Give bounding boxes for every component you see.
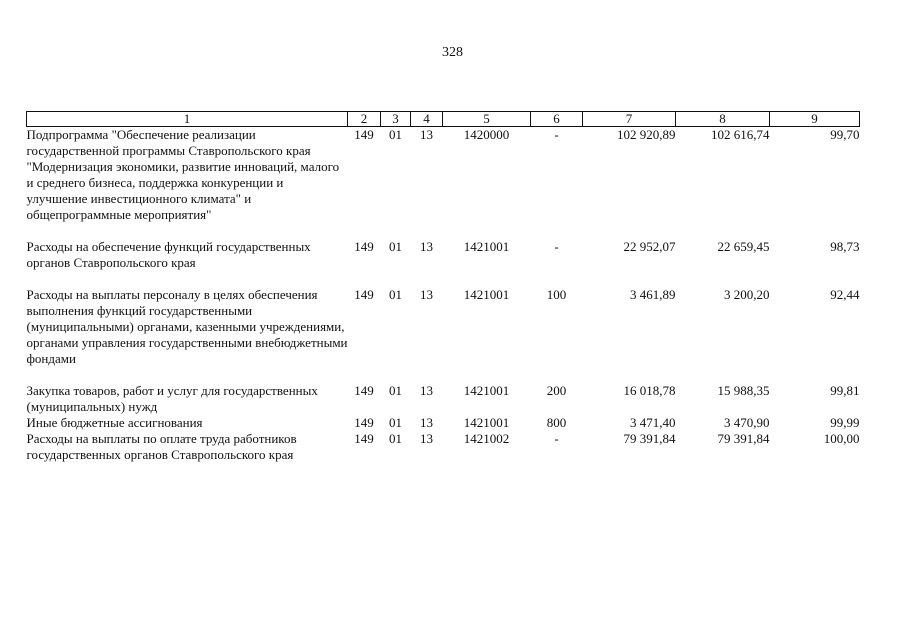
row-name: Расходы на обеспечение функций государственных органов Ставропольского края [26, 239, 311, 270]
header-row [27, 112, 860, 127]
table-row [27, 415, 860, 431]
row-plan: 79 391,84 [623, 431, 676, 446]
row-rz: 01 [389, 239, 402, 254]
row-ved: 149 [354, 415, 374, 430]
row-csr: 1420000 [463, 127, 510, 142]
row-plan: 3 461,89 [630, 287, 676, 302]
table-row [27, 287, 860, 367]
row-name: Иные бюджетные ассигнования [26, 415, 203, 430]
row-rz: 01 [389, 415, 402, 430]
row-percent: 92,44 [830, 287, 860, 302]
row-plan: 16 018,78 [623, 383, 676, 398]
row-pr: 13 [420, 415, 433, 430]
row-rz: 01 [389, 383, 402, 398]
table-row [27, 127, 860, 224]
row-csr: 1421001 [463, 415, 510, 430]
row-percent: 100,00 [823, 431, 860, 446]
row-rz: 01 [389, 127, 402, 142]
row-name: Расходы на выплаты по оплате труда работников государственных органов Ставропольского края [26, 431, 297, 462]
row-percent: 99,81 [830, 383, 860, 398]
row-csr: 1421001 [463, 383, 510, 398]
row-fact: 79 391,84 [717, 431, 770, 446]
row-name: Закупка товаров, работ и услуг для государственных (муниципальных) нужд [26, 383, 318, 414]
row-fact: 3 470,90 [724, 415, 770, 430]
col-header-8: 8 [676, 112, 770, 127]
row-percent: 98,73 [830, 239, 860, 254]
row-vr: - [554, 127, 559, 142]
row-pr: 13 [420, 127, 433, 142]
col-header-4: 4 [411, 112, 443, 127]
row-ved: 149 [354, 287, 374, 302]
row-csr: 1421002 [463, 431, 510, 446]
row-spacer [27, 271, 860, 287]
row-name: Подпрограмма "Обеспечение реализации государственной программы Ставропольского края "Модернизация экономики, развитие инноваций, малого и среднего бизнеса, поддержка конкуренции и улучшение инвестиционного климата" и общепрограммные мероприятия" [26, 127, 340, 222]
row-csr: 1421001 [463, 239, 510, 254]
row-spacer [27, 223, 860, 239]
row-pr: 13 [420, 383, 433, 398]
row-ved: 149 [354, 127, 374, 142]
row-ved: 149 [354, 431, 374, 446]
row-vr: 100 [546, 287, 567, 302]
col-header-6: 6 [531, 112, 583, 127]
row-spacer [27, 367, 860, 383]
table-row [27, 239, 860, 271]
col-header-2: 2 [348, 112, 381, 127]
row-csr: 1421001 [463, 287, 510, 302]
row-fact: 15 988,35 [717, 383, 770, 398]
row-rz: 01 [389, 431, 402, 446]
col-header-7: 7 [583, 112, 676, 127]
row-rz: 01 [389, 287, 402, 302]
row-plan: 3 471,40 [630, 415, 676, 430]
row-plan: 102 920,89 [617, 127, 676, 142]
col-header-5: 5 [443, 112, 531, 127]
page-number: 328 [442, 45, 463, 60]
row-vr: 800 [546, 415, 567, 430]
row-ved: 149 [354, 239, 374, 254]
table-row [27, 383, 860, 415]
row-pr: 13 [420, 431, 433, 446]
row-fact: 22 659,45 [717, 239, 770, 254]
col-header-3: 3 [381, 112, 411, 127]
row-pr: 13 [420, 287, 433, 302]
col-header-1: 1 [27, 112, 348, 127]
row-ved: 149 [354, 383, 374, 398]
row-pr: 13 [420, 239, 433, 254]
row-fact: 102 616,74 [711, 127, 770, 142]
row-vr: - [554, 239, 559, 254]
budget-table [26, 111, 860, 463]
row-vr: 200 [546, 383, 567, 398]
col-header-9: 9 [770, 112, 860, 127]
row-plan: 22 952,07 [623, 239, 676, 254]
row-vr: - [554, 431, 559, 446]
row-percent: 99,70 [830, 127, 860, 142]
row-fact: 3 200,20 [724, 287, 770, 302]
row-percent: 99,99 [830, 415, 860, 430]
table-row [27, 431, 860, 463]
row-name: Расходы на выплаты персоналу в целях обеспечения выполнения функций государственными (муниципальными) органами, казенными учреждениями, органами управления государственными внебюджетными фондами [26, 287, 348, 366]
